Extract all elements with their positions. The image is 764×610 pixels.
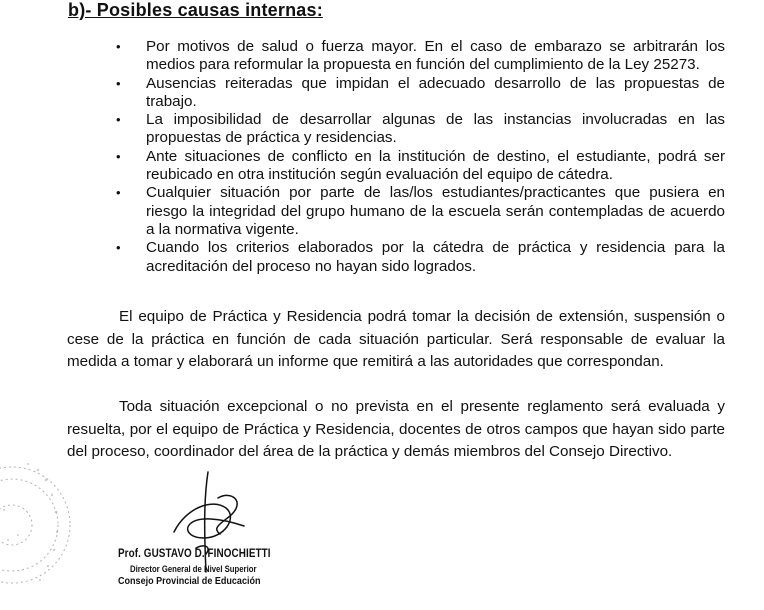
paragraph-decision [67,306,725,374]
bullet-icon: • [116,39,121,54]
stamp-role: Director General de Nivel Superior [130,564,257,574]
list-item-text: Cualquier situación por parte de las/los estudiantes/practicantes que pusiera en riesgo la integridad del grupo humano de la escuela serán contempladas de acuerdo a la normativa vigente. [146,184,725,238]
stamp-org: Consejo Provincial de Educación [118,575,261,587]
bullet-icon: • [116,75,121,91]
causes-list [113,38,725,276]
list-item-text: Cuando los criterios elaborados por la cátedra de práctica y residencia para la acreditación del proceso no hayan sido logrados. [146,239,725,275]
list-item [113,148,725,185]
bullet-icon: • [116,185,121,201]
official-stamp [118,548,295,587]
bullet-icon: • [116,240,121,256]
list-item-text: La imposibilidad de desarrollar algunas de las instancias involucradas en las propuestas de práctica y residencias. [146,111,725,147]
list-item-text: Ausencias reiteradas que impidan el adecuado desarrollo de las propuestas de trabajo. [146,74,725,110]
list-item [113,184,725,239]
list-item-text: Ante situaciones de conflicto en la institución de destino, el estudiante, podrá ser reubicado en otra institución según evaluación del equipo de cátedra. [146,147,725,184]
section-heading: b)- Posibles causas internas: [68,0,323,20]
list-item-text: Por motivos de salud o fuerza mayor. En el caso de embarazo se arbitrarán los medios para reformular la propuesta en función del cumplimiento de la Ley 25273. [146,38,725,74]
stamp-name: Prof. GUSTAVO D. FINOCHIETTI [118,548,271,560]
bullet-icon: • [116,148,121,164]
paragraph-text: El equipo de Práctica y Residencia podrá tomar la decisión de extensión, suspensión o cese de la práctica en función de cada situación particular. Será responsable de evaluar la medida a tomar y elaborará un informe que remitirá a las autoridades que correspondan. [67,308,725,370]
bullet-icon: • [116,112,121,128]
list-item [113,75,725,112]
paragraph-text: Toda situación excepcional o no prevista en el presente reglamento será evaluada y resuelta, por el equipo de Práctica y Residencia, docentes de otros campos que hayan sido parte del proceso, coordinador del área de la práctica y demás miembros del Consejo Directivo. [67,398,725,460]
list-item [113,38,725,75]
paragraph-exceptional [67,396,725,464]
list-item [113,111,725,148]
list-item [113,239,725,276]
official-seal-icon [0,440,74,610]
